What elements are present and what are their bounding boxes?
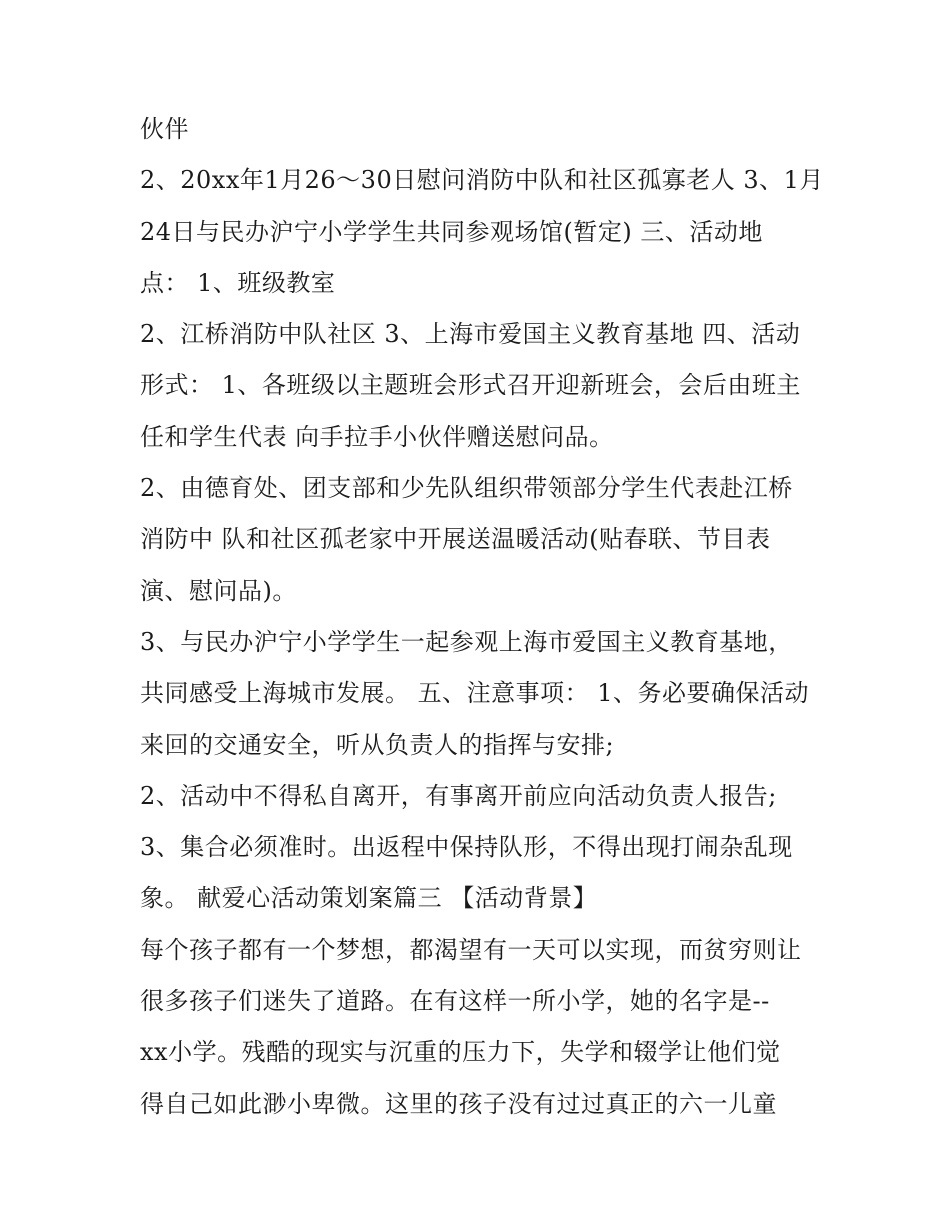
text-line: 点： 1、班级教室 xyxy=(140,268,336,297)
text-line: 3、与民办沪宁小学学生一起参观上海市爱国主义教育基地， xyxy=(140,627,793,656)
text-line: 象。 献爱心活动策划案篇三 【活动背景】 xyxy=(140,884,598,913)
text-line: 2、由德育处、团支部和少先队组织带领部分学生代表赴江桥 xyxy=(140,474,793,503)
text-line: 3、集合必须准时。出返程中保持队形，不得出现打闹杂乱现 xyxy=(140,833,793,862)
document-body xyxy=(140,104,830,1130)
text-line: 2、江桥消防中队社区 3、上海市爱国主义教育基地 四、活动 xyxy=(140,320,801,349)
text-line: 演、慰问品)。 xyxy=(140,576,297,605)
text-line: 任和学生代表 向手拉手小伙伴赠送慰问品。 xyxy=(140,422,614,451)
text-line: 每个孩子都有一个梦想，都渴望有一天可以实现，而贫穷则让 xyxy=(140,935,802,964)
text-line: 很多孩子们迷失了道路。在有这样一所小学，她的名字是-- xyxy=(140,987,770,1016)
text-line: 得自己如此渺小卑微。这里的孩子没有过过真正的六一儿童 xyxy=(140,1089,777,1118)
text-line: 2、活动中不得私自离开，有事离开前应向活动负责人报告; xyxy=(140,781,777,810)
text-line: 24日与民办沪宁小学学生共同参观场馆(暂定) 三、活动地 xyxy=(140,217,763,246)
text-line: 消防中 队和社区孤老家中开展送温暖活动(贴春联、节目表 xyxy=(140,525,771,554)
text-line: 2、20xx年1月26～30日慰问消防中队和社区孤寡老人 3、1月 xyxy=(140,166,824,195)
text-line: 形式： 1、各班级以主题班会形式召开迎新班会，会后由班主 xyxy=(140,371,801,400)
text-line: 共同感受上海城市发展。 五、注意事项： 1、务必要确保活动 xyxy=(140,679,810,708)
text-line: 伙伴 xyxy=(140,115,189,143)
text-line: xx小学。残酷的现实与沉重的压力下，失学和辍学让他们觉 xyxy=(140,1038,781,1067)
text-line: 来回的交通安全，听从负责人的指挥与安排; xyxy=(140,730,615,759)
